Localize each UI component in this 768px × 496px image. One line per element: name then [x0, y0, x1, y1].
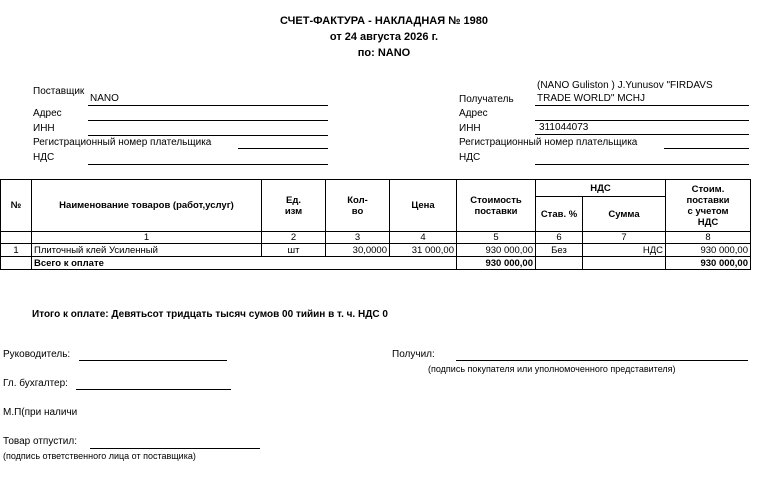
header-nds-rate: Став. % — [536, 197, 583, 232]
column-number: 8 — [666, 232, 751, 244]
header-number: № — [1, 180, 32, 232]
document-basis: по: NANO — [357, 47, 411, 59]
column-number: 5 — [457, 232, 536, 244]
stamp-label: М.П(при наличи — [3, 407, 78, 418]
column-number: 6 — [536, 232, 583, 244]
row-total: 930 000,00 — [666, 244, 751, 257]
recipient-line — [535, 105, 749, 106]
header-price: Цена — [390, 180, 457, 232]
supplier-value: NANO — [90, 93, 119, 104]
header-nds: НДС — [536, 180, 666, 197]
row-name: Плиточный клей Усиленный — [32, 244, 262, 257]
total-cost: 930 000,00 — [457, 257, 536, 270]
supplier-nds-label: НДС — [33, 152, 55, 163]
released-sign-line — [90, 448, 260, 449]
header-nds-sum: Сумма — [583, 197, 666, 232]
row-price: 31 000,00 — [390, 244, 457, 257]
recipient-reg-line — [664, 148, 749, 149]
supplier-inn-line — [88, 135, 328, 136]
recipient-inn-label: ИНН — [459, 123, 481, 134]
recipient-inn-value: 311044073 — [539, 122, 589, 133]
column-number: 4 — [390, 232, 457, 244]
recipient-address-line — [535, 120, 749, 121]
manager-sign-line — [79, 360, 227, 361]
recipient-reg-label: Регистрационный номер плательщика — [459, 137, 638, 148]
recipient-nds-label: НДС — [459, 152, 481, 163]
supplier-nds-line — [88, 164, 328, 165]
accountant-label: Гл. бухгалтер: — [3, 378, 68, 389]
document-title: СЧЕТ-ФАКТУРА - НАКЛАДНАЯ № 1980 — [280, 15, 488, 27]
manager-label: Руководитель: — [3, 349, 71, 360]
supplier-address-line — [88, 120, 328, 121]
supplier-line — [88, 105, 328, 106]
released-note: (подпись ответственного лица от поставщика) — [3, 451, 196, 461]
header-total: Стоим. поставки с учетом НДС — [666, 180, 751, 232]
column-number: 3 — [326, 232, 390, 244]
recipient-label: Получатель — [459, 94, 514, 105]
table-row — [1, 244, 751, 257]
column-number: 7 — [583, 232, 666, 244]
supplier-address-label: Адрес — [33, 108, 62, 119]
row-cost: 930 000,00 — [457, 244, 536, 257]
invoice-table — [0, 179, 751, 270]
column-numbers-row — [1, 232, 751, 244]
column-number: 1 — [32, 232, 262, 244]
received-label: Получил: — [392, 349, 435, 360]
row-unit: шт — [262, 244, 326, 257]
accountant-sign-line — [76, 389, 231, 390]
header-unit: Ед. изм — [262, 180, 326, 232]
total-row — [1, 257, 751, 270]
supplier-reg-line — [238, 148, 328, 149]
supplier-label: Поставщик — [33, 86, 85, 97]
header-cost: Стоимость поставки — [457, 180, 536, 232]
document-date: от 24 августа 2026 г. — [329, 31, 439, 43]
row-qty: 30,0000 — [326, 244, 390, 257]
recipient-value-line1: (NANO Guliston ) J.Yunusov "FIRDAVS — [537, 80, 713, 91]
released-label: Товар отпустил: — [3, 436, 77, 447]
received-sign-line — [456, 360, 748, 361]
recipient-value-line2: TRADE WORLD" MCHJ — [537, 93, 645, 104]
received-note: (подпись покупателя или уполномоченного представителя) — [428, 364, 676, 374]
header-name: Наименование товаров (работ,услуг) — [32, 180, 262, 232]
total-label: Всего к оплате — [32, 257, 457, 270]
header-qty: Кол- во — [326, 180, 390, 232]
column-number: 2 — [262, 232, 326, 244]
recipient-inn-line — [535, 134, 749, 135]
row-number: 1 — [1, 244, 32, 257]
recipient-address-label: Адрес — [459, 108, 488, 119]
supplier-reg-label: Регистрационный номер плательщика — [33, 137, 212, 148]
summary-text: Итого к оплате: Девятьсот тридцать тысяч сумов 00 тийин в т. ч. НДС 0 — [32, 309, 388, 320]
row-nds-rate: Без — [536, 244, 583, 257]
row-nds-sum: НДС — [583, 244, 666, 257]
recipient-nds-line — [535, 164, 749, 165]
supplier-inn-label: ИНН — [33, 123, 55, 134]
total-total: 930 000,00 — [666, 257, 751, 270]
